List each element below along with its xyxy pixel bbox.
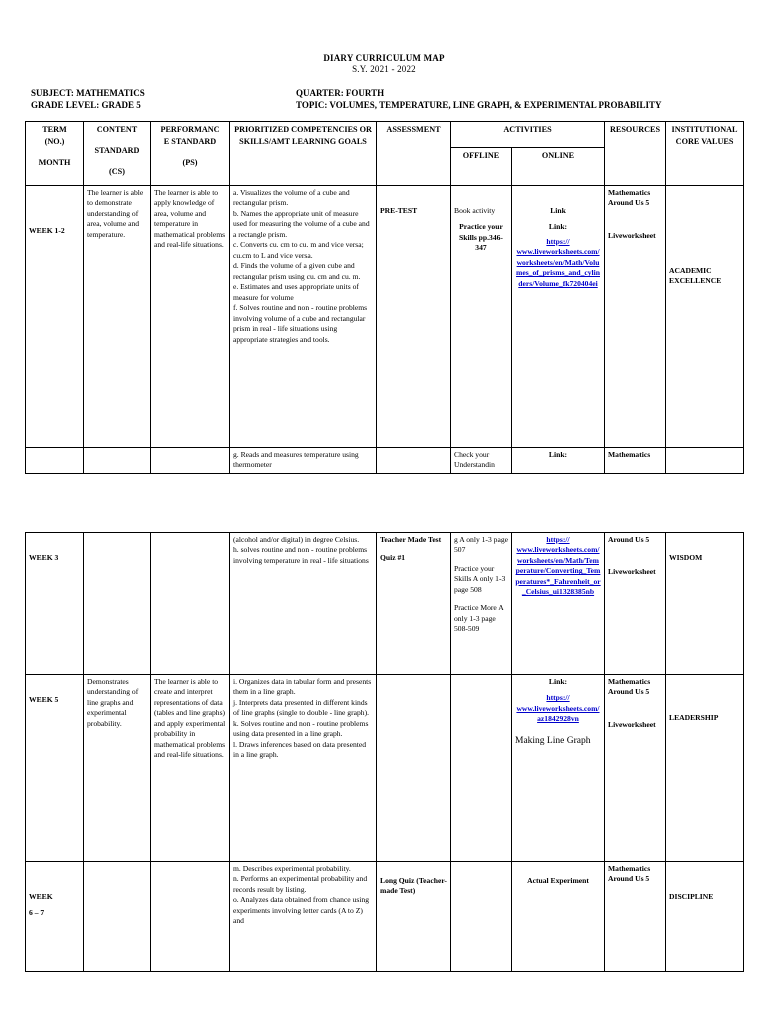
document-title: DIARY CURRICULUM MAP [323,53,445,63]
resources-header: RESOURCES [605,122,666,186]
assessment-cell: Teacher Made Test Quiz #1 [377,533,451,675]
core-values-cell: ACADEMIC EXCELLENCE [666,186,744,448]
content-standard-cell [84,533,151,675]
core-values-cell: LEADERSHIP [666,675,744,862]
performance-standard-cell [151,448,230,474]
grade-level-label: GRADE LEVEL: GRADE 5 [31,100,141,110]
term-cell: WEEK 3 [26,533,84,675]
competencies-cell: g. Reads and measures temperature using thermometer [230,448,377,474]
online-header: ONLINE [512,148,605,186]
subject-label: SUBJECT: MATHEMATICS [31,88,145,98]
school-year: S.Y. 2021 - 2022 [352,64,416,74]
assessment-cell: PRE-TEST [377,186,451,448]
term-cell [26,448,84,474]
liveworksheets-line-graph-link[interactable]: https:// www.liveworksheets.com/az1842928vn [516,693,600,724]
online-cell: Link: https:// www.liveworksheets.com/az1842928vn Making Line Graph [512,675,605,862]
curriculum-table-page1 [25,121,744,474]
content-standard-cell [84,862,151,972]
competencies-cell: m. Describes experimental probability. n. Performs an experimental probability and records result by listing. o. Analyzes data obtained from chance using experiments involving letter cards (A to Z) and [230,862,377,972]
table-row [26,533,744,675]
content-standard-cell: Demonstrates understanding of line graphs and experimental probability. [84,675,151,862]
term-header: TERM (NO.) MONTH [26,122,84,186]
page-2 [0,484,768,1024]
content-standard-header: CONTENT STANDARD (CS) [84,122,151,186]
table-row [26,862,744,972]
offline-cell: g A only 1-3 page 507 Practice your Skills A only 1-3 page 508 Practice More A only 1-3 page 508-509 [451,533,512,675]
resources-cell: Mathematics [605,448,666,474]
assessment-header: ASSESSMENT [377,122,451,186]
offline-cell [451,675,512,862]
performance-standard-cell: The learner is able to apply knowledge of area, volume and temperature in mathematical problems and real-life situations. [151,186,230,448]
liveworksheets-temperature-link[interactable]: https:// www.liveworksheets.com/worksheets/en/Math/Temperature/Converting_Temperatures*_Fahrenheit_or_Celsius_ui1328385nb [515,535,601,597]
competencies-header: PRIORITIZED COMPETENCIES OR SKILLS/AMT LEARNING GOALS [230,122,377,186]
topic-label: TOPIC: VOLUMES, TEMPERATURE, LINE GRAPH, & EXPERIMENTAL PROBABILITY [296,100,662,110]
online-cell [512,533,605,675]
table-row [26,448,744,474]
table-row [26,186,744,448]
activities-header: ACTIVITIES [451,122,605,148]
competencies-cell: (alcohol and/or digital) in degree Celsius. h. solves routine and non - routine problems involving temperature in real - life situations [230,533,377,675]
assessment-cell [377,448,451,474]
core-values-header: INSTITUTIONAL CORE VALUES [666,122,744,186]
competencies-cell: a. Visualizes the volume of a cube and rectangular prism. b. Names the appropriate unit of measure used for measuring the volume of a cube and a rectangle prism. c. Converts cu. cm to cu. m and vice versa; cu.cm to L and vice versa. d. Finds the volume of a given cube and rectangular prism using cu. cm and cu. m. e. Estimates and uses appropriate units of measure for volume f. Solves routine and non - routine problems involving volume of a cube and rectangular prism in real - life situations using appropriate strategies and tools. [230,186,377,448]
offline-cell [451,862,512,972]
quarter-label: QUARTER: FOURTH [296,88,385,98]
resources-cell: Mathematics Around Us 5 Liveworksheet [605,186,666,448]
resources-cell: Mathematics Around Us 5 Liveworksheet [605,675,666,862]
performance-standard-cell [151,533,230,675]
table-row [26,675,744,862]
content-standard-cell: The learner is able to demonstrate understanding of area, volume and temperature. [84,186,151,448]
curriculum-table-page2 [25,532,744,972]
resources-cell: Mathematics Around Us 5 [605,862,666,972]
term-cell: WEEK 5 [26,675,84,862]
competencies-cell: i. Organizes data in tabular form and presents them in a line graph. j. Interprets data presented in different kinds of line graphs (single to double - line graph). k. Solves routine and non - routine problems using data presented in a line graph. l. Draws inferences based on data presented in a line graph. [230,675,377,862]
term-cell: WEEK 6 – 7 [26,862,84,972]
offline-cell: Book activity Practice your Skills pp.346-347 [451,186,512,448]
core-values-cell: DISCIPLINE [666,862,744,972]
core-values-cell [666,448,744,474]
liveworksheets-volume-link[interactable]: https:// www.liveworksheets.com/worksheets/en/Math/Volumes_of_prisms_and_cylinders/Volume_fk720404ei [516,236,600,288]
offline-cell: Check your Understandin [451,448,512,474]
resources-cell: Around Us 5 Liveworksheet [605,533,666,675]
offline-header: OFFLINE [451,148,512,186]
performance-standard-header: PERFORMANC E STANDARD (PS) [151,122,230,186]
online-cell: Link Link: https:// www.liveworksheets.com/worksheets/en/Math/Volumes_of_prisms_and_cylinders/Volume_fk720404ei [512,186,605,448]
page-1 [0,0,768,484]
online-cell: Link: [512,448,605,474]
performance-standard-cell [151,862,230,972]
core-values-cell: WISDOM [666,533,744,675]
assessment-cell: Long Quiz (Teacher-made Test) [377,862,451,972]
content-standard-cell [84,448,151,474]
assessment-cell [377,675,451,862]
term-cell: WEEK 1-2 [26,186,84,448]
performance-standard-cell: The learner is able to create and interpret representations of data (tables and line graphs) and apply experimental probability in mathematical problems and real-life situations. [151,675,230,862]
online-cell: Actual Experiment [512,862,605,972]
